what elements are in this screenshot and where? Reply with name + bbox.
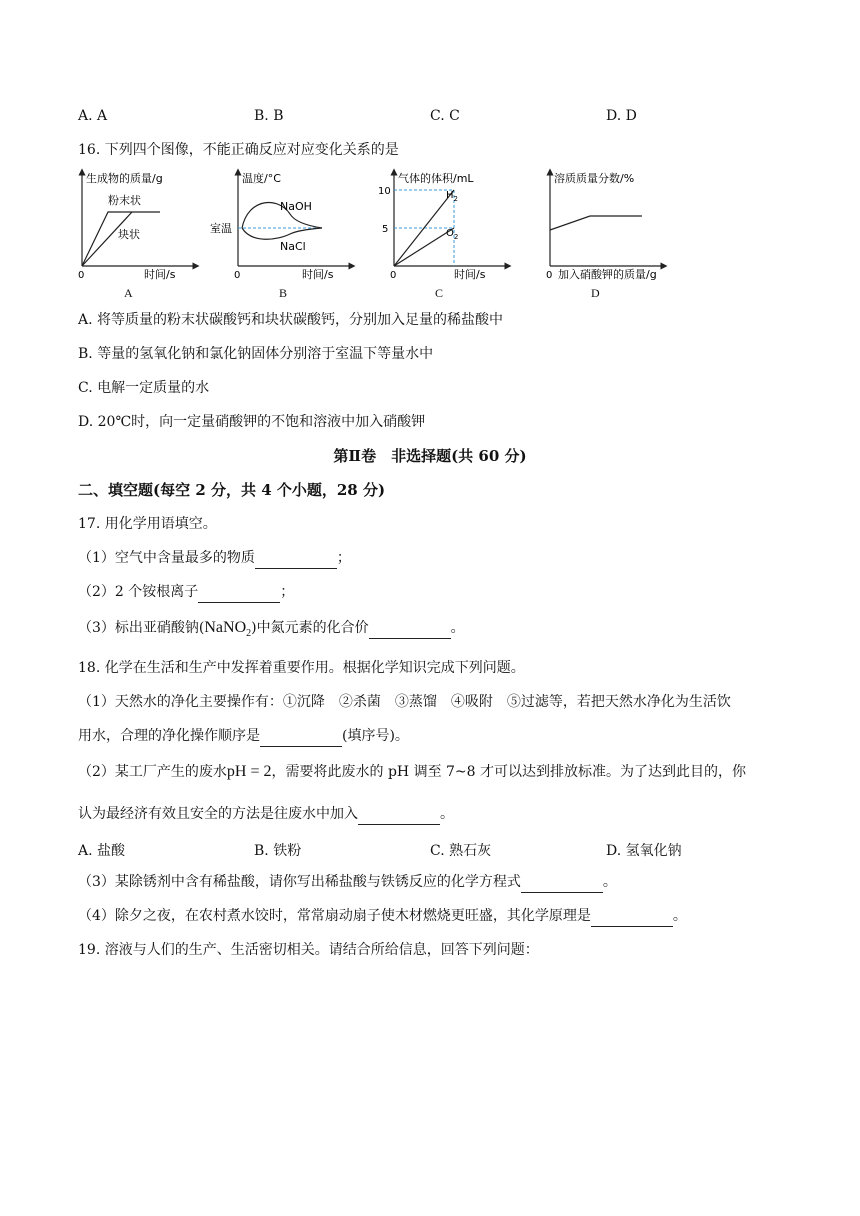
q17-stem: 17. 用化学用语填空。 [78,516,217,532]
graph-d-caption: D [591,286,600,300]
graph-c-xlabel: 时间/s [454,268,486,281]
graph-a-curve1-label: 粉末状 [108,194,141,207]
q17-part3: （3）标出亚硝酸钠(NaNO$_2$)中氮元素的化合价 。 [78,619,465,640]
graph-c-caption: C [435,286,444,300]
q18-part4: （4）除夕之夜，在农村煮水饺时，常常扇动扇子使木材燃烧更旺盛，其化学原理是 。 [78,906,687,927]
graph-c-ylabel: 气体的体积/mL [398,172,474,185]
q18-blank3[interactable] [521,872,603,893]
q18-blank1[interactable] [260,726,342,747]
part2-title: 第Ⅱ卷 非选择题(共 60 分) [333,447,527,465]
q18-part1-line1: （1）天然水的净化主要操作有：①沉降 ②杀菌 ③蒸馏 ④吸附 ⑤过滤等，若把天然水净化为生活饮 [78,694,731,710]
graph-c-origin: 0 [390,270,397,281]
graph-c-tick5: 5 [382,224,389,235]
q19-stem: 19. 溶液与人们的生产、生活密切相关。请结合所给信息，回答下列问题： [78,942,539,958]
graph-b [210,168,358,296]
graph-c-curve-o2 [394,228,454,266]
q15-option-b: B. B [254,108,284,124]
graph-b-curve2-label: NaCl [280,240,306,253]
q18-option-d: D. 氢氧化钠 [606,843,682,859]
q18-blank4[interactable] [591,906,673,927]
graph-c [374,168,514,296]
q17-part1: （1）空气中含量最多的物质 ； [78,548,351,569]
q16-option-d: D. 20℃时，向一定量硝酸钾的不饱和溶液中加入硝酸钾 [78,414,426,430]
q17-blank2[interactable] [198,582,280,603]
q18-part3: （3）某除锈剂中含有稀盐酸，请你写出稀盐酸与铁锈反应的化学方程式 。 [78,872,617,893]
q16-option-b: B. 等量的氢氧化钠和氯化钠固体分别溶于室温下等量水中 [78,346,434,362]
graph-a [62,168,202,296]
graph-d [530,168,670,296]
graph-d-curve [550,216,642,230]
graph-c-curve2-label: $O_2$ [446,228,459,241]
graph-b-caption: B [279,286,288,300]
q16-option-a: A. 将等质量的粉末状碳酸钙和块状碳酸钙，分别加入足量的稀盐酸中 [78,312,504,328]
q18-part2-line2: 认为最经济有效且安全的方法是往废水中加入 。 [78,804,454,825]
q15-option-c: C. C [430,108,460,124]
q18-option-a: A. 盐酸 [78,843,126,859]
graph-c-tick10: 10 [378,186,391,197]
graph-d-origin: 0 [546,270,553,281]
q18-option-c: C. 熟石灰 [430,843,492,859]
graph-d-ylabel: 溶质质量分数/% [554,172,635,185]
graph-b-room-temp: 室温 [210,222,232,235]
graph-b-ylabel: 温度/°C [242,172,281,185]
q18-option-b: B. 铁粉 [254,843,302,859]
q15-option-a: A. A [78,108,108,124]
graph-a-curve2-label: 块状 [118,228,140,241]
q17-part2: （2）2 个铵根离子 ； [78,582,294,603]
q17-formula: NaNO$_2$ [204,619,252,640]
graph-b-curve1-label: NaOH [280,200,312,213]
q18-blank2[interactable] [358,804,440,825]
graph-a-xlabel: 时间/s [144,268,176,281]
q16-option-c: C. 电解一定质量的水 [78,380,210,396]
q18-stem: 18. 化学在生活和生产中发挥着重要作用。根据化学知识完成下列问题。 [78,660,525,676]
q15-option-d: D. D [606,108,637,124]
graph-b-origin: 0 [234,270,241,281]
graph-a-ylabel: 生成物的质量/g [86,172,163,185]
q18-ph-formula: pH = 2 [226,763,272,780]
graph-b-curve-nacl [242,228,322,239]
graph-b-xlabel: 时间/s [302,268,334,281]
q16-stem: 16. 下列四个图像，不能正确反应对应变化关系的是 [78,142,399,158]
graph-c-curve1-label: $H_2$ [446,190,458,203]
graph-a-origin: 0 [78,270,85,281]
graph-a-caption: A [124,286,133,300]
q17-blank3[interactable] [369,618,451,639]
q17-blank1[interactable] [255,548,337,569]
section2-title: 二、填空题(每空 2 分，共 4 个小题，28 分) [78,481,386,499]
graph-d-xlabel: 加入硝酸钾的质量/g [558,268,657,281]
q18-part2-line1: （2）某工厂产生的废水pH = 2，需要将此废水的 pH 调至 7~8 才可以达到排放标准。为了达到此目的，你 [78,763,747,780]
q18-part1-line2: 用水，合理的净化操作顺序是 (填序号)。 [78,726,409,747]
